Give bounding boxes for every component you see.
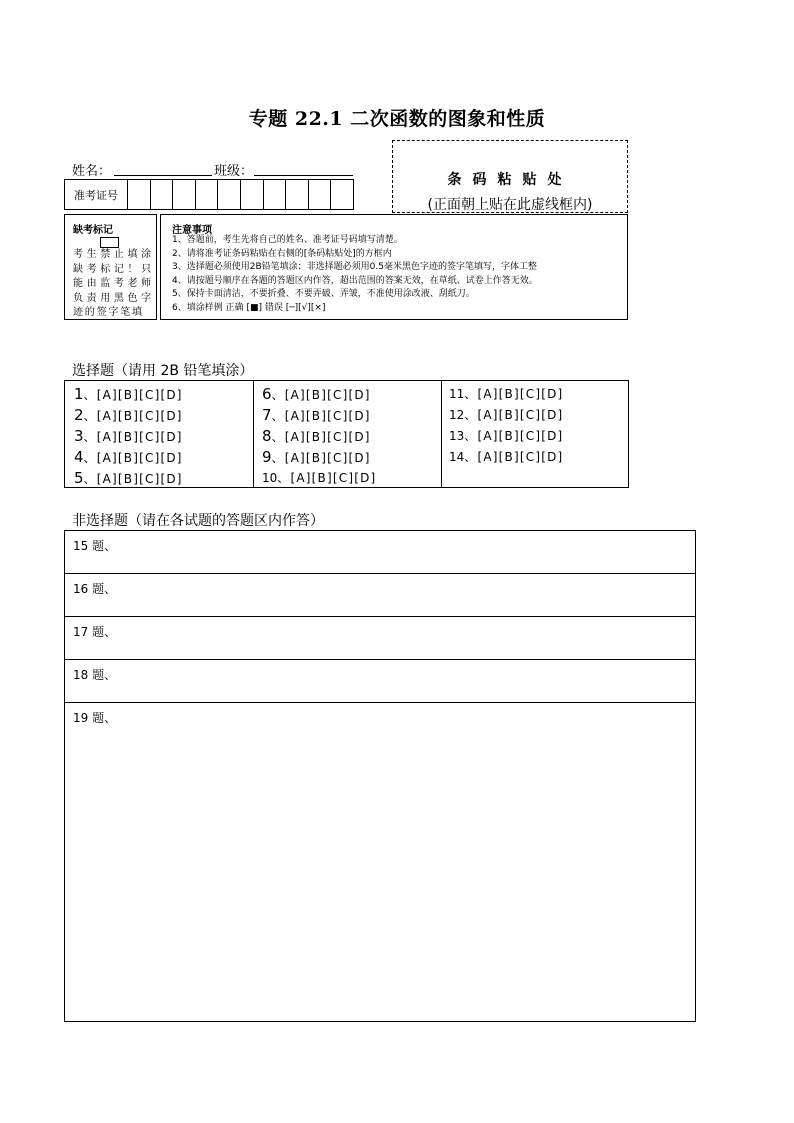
class-field[interactable] xyxy=(254,160,353,176)
choice-row[interactable]: 11、[A][B][C][D] xyxy=(449,387,564,401)
answer-box-18[interactable] xyxy=(65,660,695,703)
question-number: 3 xyxy=(74,427,84,445)
answer-label: 19 题、 xyxy=(73,711,117,725)
exam-id-cell[interactable] xyxy=(151,180,174,209)
question-number: 7 xyxy=(262,406,272,424)
choice-row[interactable]: 1、[A][B][C][D] xyxy=(74,385,183,403)
choice-row[interactable]: 9、[A][B][C][D] xyxy=(262,448,371,466)
question-number: 8 xyxy=(262,427,272,445)
question-number: 11 xyxy=(449,387,465,401)
exam-id-grid xyxy=(64,179,354,210)
choice-row[interactable]: 2、[A][B][C][D] xyxy=(74,406,183,424)
barcode-area xyxy=(392,140,628,213)
question-number: 6 xyxy=(262,385,272,403)
choice-options[interactable]: [A][B][C][D] xyxy=(96,472,183,486)
missing-exam-box xyxy=(64,214,157,320)
choice-column xyxy=(253,381,441,487)
note-item: 1、答题前，考生先将自己的姓名、准考证号码填写清楚。 xyxy=(172,235,403,245)
open-section-heading: 非选择题（请在各试题的答题区内作答） xyxy=(72,513,324,529)
question-number: 1 xyxy=(74,385,84,403)
choice-row[interactable]: 10、[A][B][C][D] xyxy=(262,471,377,485)
notes-heading: 注意事项 xyxy=(172,225,212,236)
choice-options[interactable]: [A][B][C][D] xyxy=(284,388,371,402)
answer-box-17[interactable] xyxy=(65,617,695,660)
page-title: 专题 22.1 二次函数的图象和性质 xyxy=(248,108,546,130)
choice-row[interactable]: 5、[A][B][C][D] xyxy=(74,469,183,487)
question-number: 10 xyxy=(262,471,278,485)
answer-box-15[interactable] xyxy=(65,531,695,574)
answer-label: 15 题、 xyxy=(73,539,117,553)
choice-column xyxy=(441,381,628,487)
choice-options[interactable]: [A][B][C][D] xyxy=(477,429,564,443)
exam-id-cell[interactable] xyxy=(196,180,219,209)
notes-list xyxy=(172,234,538,315)
question-number: 12 xyxy=(449,408,465,422)
missing-exam-heading: 缺考标记 xyxy=(73,225,113,236)
answer-label: 17 题、 xyxy=(73,625,117,639)
choice-section-heading: 选择题（请用 2B 铅笔填涂） xyxy=(72,363,254,379)
choice-options[interactable]: [A][B][C][D] xyxy=(290,471,377,485)
choice-options[interactable]: [A][B][C][D] xyxy=(96,451,183,465)
exam-id-cell[interactable] xyxy=(286,180,309,209)
missing-exam-checkbox[interactable] xyxy=(100,237,119,248)
question-number: 2 xyxy=(74,406,84,424)
choice-options[interactable]: [A][B][C][D] xyxy=(96,430,183,444)
name-field[interactable] xyxy=(114,160,212,176)
exam-id-cell[interactable] xyxy=(309,180,332,209)
choice-row[interactable]: 12、[A][B][C][D] xyxy=(449,408,564,422)
choice-row[interactable]: 8、[A][B][C][D] xyxy=(262,427,371,445)
exam-id-label: 准考证号 xyxy=(65,180,128,209)
choice-options[interactable]: [A][B][C][D] xyxy=(96,388,183,402)
choice-column xyxy=(65,381,253,487)
choice-options[interactable]: [A][B][C][D] xyxy=(284,430,371,444)
choice-row[interactable]: 4、[A][B][C][D] xyxy=(74,448,183,466)
note-item: 5、保持卡面清洁，不要折叠、不要弄破、弄皱，不准使用涂改液、刮纸刀。 xyxy=(172,289,475,299)
choice-options[interactable]: [A][B][C][D] xyxy=(96,409,183,423)
choice-grid xyxy=(64,380,629,488)
exam-id-cell[interactable] xyxy=(241,180,264,209)
note-item: 4、请按题号顺序在各题的答题区内作答，超出范围的答案无效，在草纸、试卷上作答无效。 xyxy=(172,275,538,286)
exam-id-cell[interactable] xyxy=(173,180,196,209)
exam-id-cell[interactable] xyxy=(331,180,353,209)
notes-box xyxy=(160,214,628,320)
answer-label: 16 题、 xyxy=(73,582,117,596)
note-item: 3、选择题必须使用2B铅笔填涂；非选择题必须用0.5毫米黑色字迹的签字笔填写，字体工整 xyxy=(172,262,537,272)
question-number: 4 xyxy=(74,448,84,466)
answer-area xyxy=(64,530,696,1022)
answer-box-16[interactable] xyxy=(65,574,695,617)
exam-id-cell[interactable] xyxy=(128,180,151,209)
choice-options[interactable]: [A][B][C][D] xyxy=(284,409,371,423)
choice-row[interactable]: 14、[A][B][C][D] xyxy=(449,450,564,464)
missing-exam-text: 考生禁止填涂缺考标记！只能由监考老师负责用黑色字迹的签字笔填 xyxy=(73,249,153,318)
barcode-title: 条码粘贴处 xyxy=(447,172,573,188)
choice-options[interactable]: [A][B][C][D] xyxy=(284,451,371,465)
question-number: 9 xyxy=(262,448,272,466)
question-number: 14 xyxy=(449,450,465,464)
choice-row[interactable]: 7、[A][B][C][D] xyxy=(262,406,371,424)
choice-row[interactable]: 6、[A][B][C][D] xyxy=(262,385,371,403)
choice-options[interactable]: [A][B][C][D] xyxy=(477,387,564,401)
exam-id-cell[interactable] xyxy=(264,180,287,209)
name-label: 姓名： xyxy=(72,164,112,179)
answer-label: 18 题、 xyxy=(73,668,117,682)
note-item: 2、请将准考证条码粘贴在右侧的[条码粘贴处]的方框内 xyxy=(172,248,392,259)
choice-row[interactable]: 13、[A][B][C][D] xyxy=(449,429,564,443)
question-number: 5 xyxy=(74,469,84,487)
choice-options[interactable]: [A][B][C][D] xyxy=(477,450,564,464)
note-item: 6、填涂样例 正确 [■] 错误 [─][√][×] xyxy=(172,302,326,313)
class-label: 班级： xyxy=(214,164,254,179)
exam-id-cell[interactable] xyxy=(218,180,241,209)
choice-options[interactable]: [A][B][C][D] xyxy=(477,408,564,422)
question-number: 13 xyxy=(449,429,465,443)
barcode-subtitle: (正面朝上贴在此虚线框内) xyxy=(427,197,593,213)
answer-box-19[interactable] xyxy=(65,703,695,1021)
choice-row[interactable]: 3、[A][B][C][D] xyxy=(74,427,183,445)
